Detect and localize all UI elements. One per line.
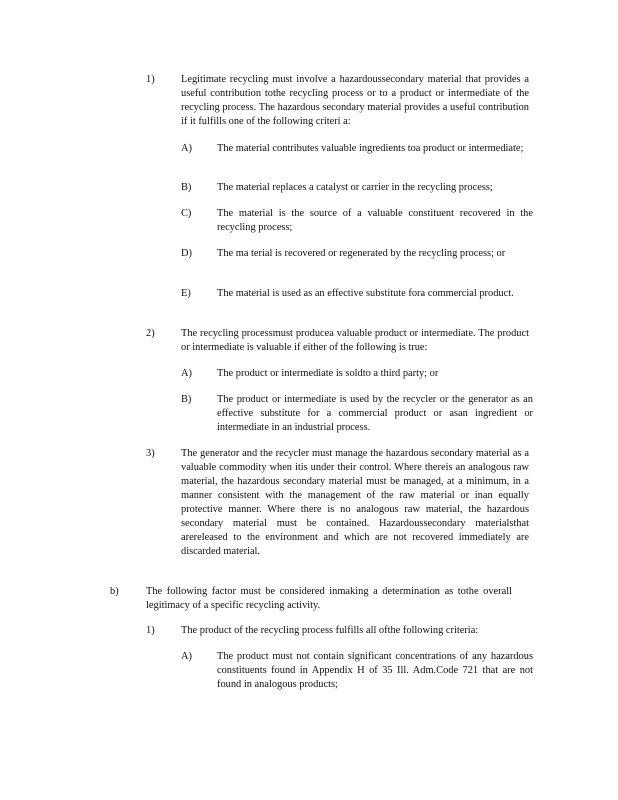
item-letter: E) [181, 288, 191, 299]
item-text: The ma terial is recovered or regenerated by the recycling process; or [217, 248, 506, 259]
item-text: The material contributes valuable ingredients toa product or intermediate; [217, 143, 524, 154]
item-text: The generator and the recycler must manage the hazardous secondary material as a valuable commodity when itis under their control. Where thereis an analogous raw material, the hazardous secondary material must be managed, at a minimum, in a manner consistent with the management of the raw material or inan equally protective manner. Where there is no analogous raw material, the hazardous secondary material must be contained. Hazardoussecondary materialsthat arereleased to the environment and which are not recovered immediately are discarded material. [181, 448, 529, 557]
item-text: Legitimate recycling must involve a hazardoussecondary material that provides a useful contribution tothe recycling process or to a product or intermediate of the recycling process. The hazardous secondary material provides a useful contribution if it fulfills one of the following criteri a: [181, 74, 529, 127]
item-letter: B) [181, 394, 192, 405]
item-number: 1) [146, 74, 155, 85]
section-letter: b) [110, 586, 119, 597]
item-text: The product or intermediate is soldto a third party; or [217, 368, 439, 379]
item-text: The recycling processmust producea valuable product or intermediate. The product or intermediate is valuable if either of the following is true: [181, 328, 529, 353]
item-text: The material is the source of a valuable constituent recovered in the recycling process; [217, 208, 533, 233]
item-text: The following factor must be considered inmaking a determination as tothe overall legitimacy of a specific recycling activity. [146, 586, 512, 611]
item-text: The material is used as an effective substitute fora commercial product. [217, 288, 514, 299]
item-letter: A) [181, 143, 192, 154]
item-text: The product must not contain significant concentrations of any hazardous constituents found in Appendix H of 35 Ill. Adm.Code 721 that are not found in analogous products; [217, 651, 533, 690]
item-number: 1) [146, 625, 155, 636]
item-letter: A) [181, 368, 192, 379]
item-number: 3) [146, 448, 155, 459]
item-number: 2) [146, 328, 155, 339]
item-text: The product of the recycling process fulfills all ofthe following criteria: [181, 625, 479, 636]
item-letter: B) [181, 182, 192, 193]
item-text: The material replaces a catalyst or carrier in the recycling process; [217, 182, 493, 193]
item-letter: C) [181, 208, 192, 219]
item-letter: D) [181, 248, 192, 259]
item-letter: A) [181, 651, 192, 662]
item-text: The product or intermediate is used by the recycler or the generator as an effective substitute for a commercial product or asan ingredient or intermediate in an industrial process. [217, 394, 533, 433]
